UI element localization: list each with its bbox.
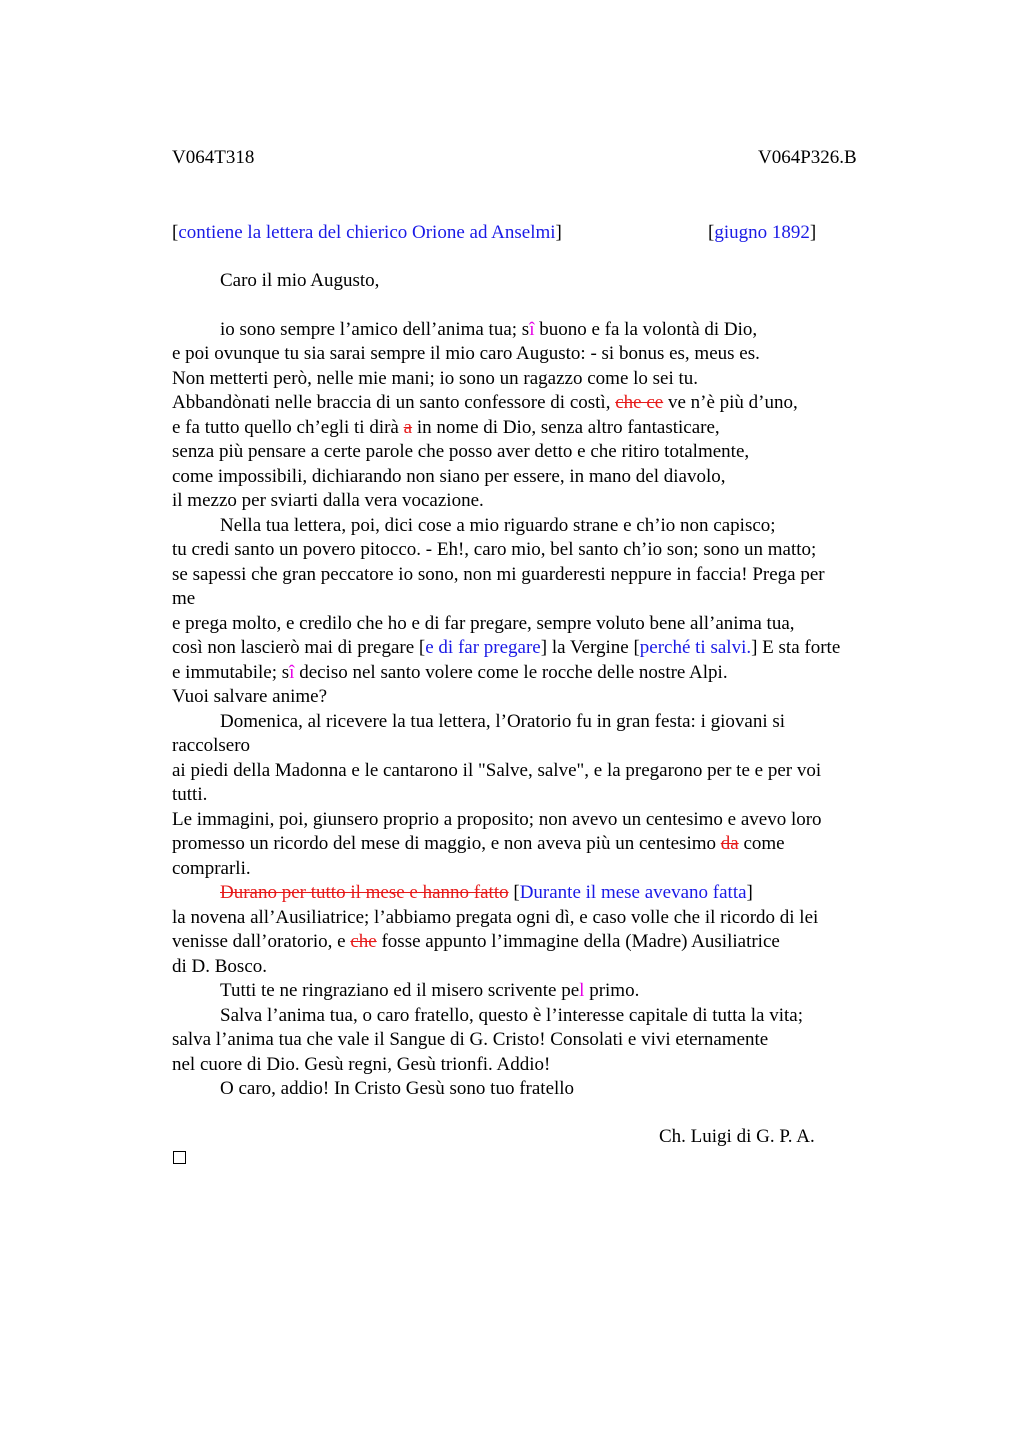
text-line: Salva l’anima tua, o caro fratello, questo è l’interesse capitale di tutta la vita; — [220, 1004, 803, 1026]
text-line: tu credi santo un povero pitocco. - Eh!, caro mio, bel santo ch’io son; sono un matto; — [172, 539, 817, 560]
text-line: Non metterti però, nelle mie mani; io sono un ragazzo come lo sei tu. — [172, 367, 699, 389]
deleted-text: Durano per tutto il mese e hanno fatto — [220, 882, 509, 903]
text-line: Durano per tutto il mese e hanno fatto [Durante il mese avevano fatta] — [220, 882, 753, 903]
inserted-text: e di far pregare — [425, 637, 541, 658]
text-line: come impossibili, dichiarando non siano per essere, in mano del diavolo, — [172, 465, 726, 487]
text-line: Tutti te ne ringraziano ed il misero scrivente pel primo. — [220, 980, 640, 1001]
text-line: se sapessi che gran peccatore io sono, non mi guarderesti neppure in faccia! Prega per — [172, 563, 825, 585]
inserted-text: perché ti salvi. — [639, 637, 752, 658]
correction-mark: î — [529, 318, 535, 340]
text-line: Abbandònati nelle braccia di un santo confessore di costì, che ce ve n’è più d’uno, — [172, 392, 798, 413]
page-code: V064P326.B — [758, 147, 857, 168]
text-line: salva l’anima tua che vale il Sangue di G. Cristo! Consolati e vivi eternamente — [172, 1029, 769, 1050]
text-line: così non lascierò mai di pregare [e di far pregare] la Vergine [perché ti salvi.] E sta forte — [172, 637, 841, 658]
text-line: di D. Bosco. — [172, 955, 267, 977]
text-line: la novena all’Ausiliatrice; l’abbiamo pregata ogni dì, e caso volle che il ricordo di lei — [172, 906, 819, 928]
editorial-description: [contiene la lettera del chierico Orione ad Anselmi] — [172, 222, 562, 243]
date-text: giugno 1892 — [714, 222, 810, 243]
text-line: venisse dall’oratorio, e che fosse appunto l’immagine della (Madre) Ausiliatrice — [172, 931, 780, 952]
editorial-date: [giugno 1892] — [708, 222, 817, 243]
document-code: V064T318 — [172, 147, 255, 168]
text-line: comprarli. — [172, 857, 251, 879]
text-line: O caro, addio! In Cristo Gesù sono tuo fratello — [220, 1078, 575, 1099]
salutation: Caro il mio Augusto, — [220, 270, 380, 291]
text-line: io sono sempre l’amico dell’anima tua; sî buono e fa la volontà di Dio, — [220, 318, 758, 340]
text-line: e poi ovunque tu sia sarai sempre il mio caro Augusto: - si bonus es, meus es. — [172, 343, 760, 364]
paragraph-gap — [172, 294, 907, 318]
text-line: il mezzo per sviarti dalla vera vocazione. — [172, 490, 484, 511]
text-line: Nella tua lettera, poi, dici cose a mio riguardo strane e ch’io non capisco; — [220, 514, 776, 536]
signature: Ch. Luigi di G. P. A. — [659, 1126, 815, 1147]
text-line: Vuoi salvare anime? — [172, 686, 328, 707]
text-line: e fa tutto quello ch’egli ti dirà a in nome di Dio, senza altro fantasticare, — [172, 416, 720, 438]
end-marker-box — [173, 1151, 186, 1164]
description-text: contiene la lettera del chierico Orione ad Anselmi — [178, 222, 556, 243]
text-line: Domenica, al ricevere la tua lettera, l’Oratorio fu in gran festa: i giovani si — [220, 710, 786, 732]
correction-mark: l — [579, 980, 585, 1001]
deleted-text: che — [350, 931, 377, 952]
text-line: raccolsero — [172, 735, 251, 756]
deleted-text: a — [403, 416, 413, 438]
letter-body — [172, 269, 907, 1102]
deleted-text: che ce — [615, 392, 664, 413]
text-line: ai piedi della Madonna e le cantarono il "Salve, salve", e la pregarono per te e per voi — [172, 759, 822, 781]
text-line: Le immagini, poi, giunsero proprio a proposito; non avevo un centesimo e avevo loro — [172, 808, 822, 830]
text-line: e prega molto, e credilo che ho e di far pregare, sempre voluto bene all’anima tua, — [172, 612, 795, 634]
correction-mark: î — [289, 661, 295, 683]
inserted-text: Durante il mese avevano fatta — [519, 882, 747, 903]
text-line: promesso un ricordo del mese di maggio, e non aveva più un centesimo da come — [172, 833, 785, 854]
text-line: senza più pensare a certe parole che posso aver detto e che ritiro totalmente, — [172, 441, 750, 462]
text-line: nel cuore di Dio. Gesù regni, Gesù trionfi. Addio! — [172, 1053, 551, 1075]
deleted-text: da — [720, 833, 739, 854]
text-line: me — [172, 588, 196, 609]
text-line: tutti. — [172, 784, 208, 805]
text-line: e immutabile; sî deciso nel santo volere come le rocche delle nostre Alpi. — [172, 661, 728, 683]
